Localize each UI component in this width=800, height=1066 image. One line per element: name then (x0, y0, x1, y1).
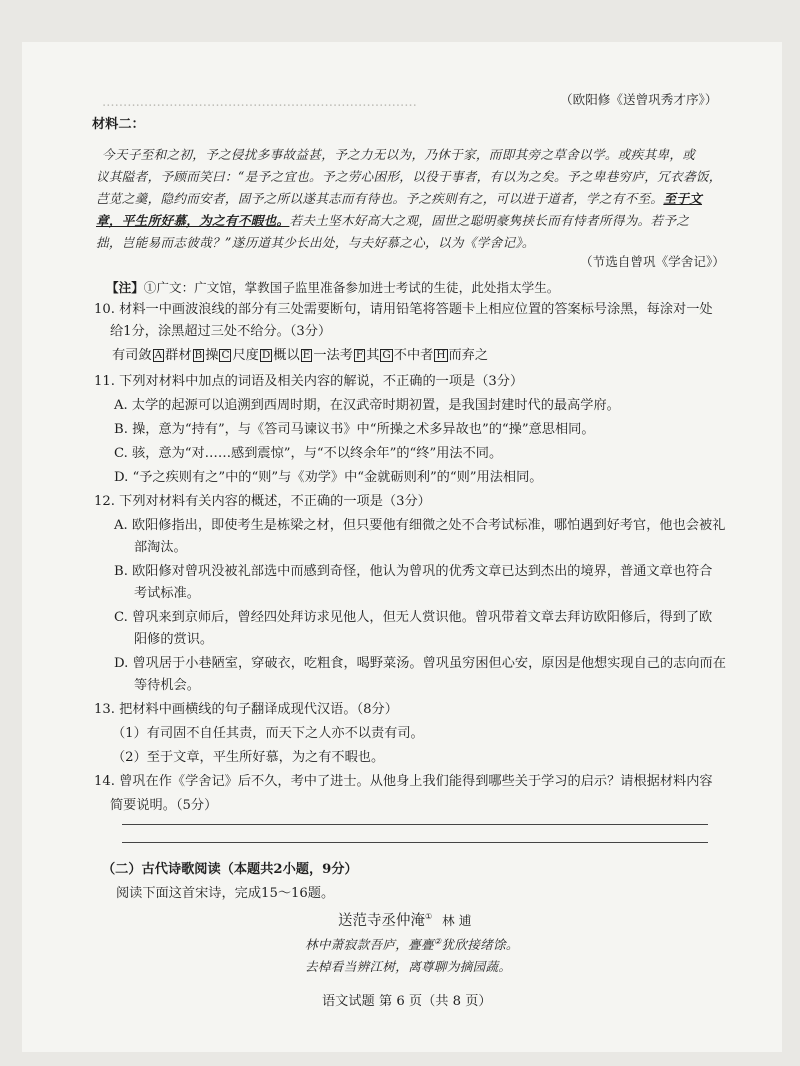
material2-line-4: 章，平生所好慕，为之有不暇也。若夫土坚木好高大之观，固世之聪明豪隽挟长而有恃者所得为。若予之 (96, 213, 690, 228)
answer-mark-A[interactable]: A (154, 349, 163, 361)
bleed-through-text: ………………………………………………………………… (102, 94, 417, 109)
q11-option-c: C. 骇，意为“对……感到震惊”，与“不以终余年”的“终”用法不同。 (114, 446, 503, 461)
q12-option-d: D. 曾巩居于小巷陋室，穿破衣，吃粗食，喝野菜汤。曾巩虽穷困但心安，原因是他想实现自己的志向而在 (114, 656, 726, 671)
q12-option-b-cont: 考试标准。 (134, 586, 200, 601)
poem-line-2: 去棹看当辨江树，离尊聊为摘园蔬。 (305, 959, 512, 974)
footnote: 【注】①广文：广文馆，掌教国子监里准备参加进士考试的生徒，此处指太学生。 (106, 280, 560, 295)
material2-source: （节选自曾巩《学舍记》） (580, 254, 725, 269)
answer-mark-G[interactable]: G (382, 349, 391, 361)
q12-stem: 12. 下列对材料有关内容的概述，不正确的一项是（3分） (94, 494, 431, 509)
q12-option-c: C. 曾巩来到京师后，曾经四处拜访求见他人，但无人赏识他。曾巩带着文章去拜访欧阳修后，得到了欧 (114, 610, 713, 625)
page-footer: 语文试题 第 6 页（共 8 页） (322, 994, 492, 1009)
answer-mark-B[interactable]: B (194, 349, 203, 361)
underlined-sentence-cont: 章，平生所好慕，为之有不暇也。 (96, 213, 290, 228)
q13-stem: 13. 把材料中画横线的句子翻译成现代汉语。（8分） (94, 702, 398, 717)
material2-line-2: 议其隘者，予顾而笑曰：“是予之宜也。予之劳心困形，以役于事者，有以为之矣。予之卑巷穷庐，冗衣砻饭， (96, 169, 722, 184)
underlined-sentence: 至于文 (663, 191, 703, 206)
q12-option-a-cont: 部淘汰。 (134, 540, 187, 555)
q12-option-c-cont: 阳修的赏识。 (134, 632, 214, 647)
q13-sentence-1: （1）有司固不自任其责，而天下之人亦不以责有司。 (112, 726, 424, 741)
material2-line-5: 拙，岂能易而志彼哉？”遂历道其少长出处，与夫好慕之心，以为《学舍记》。 (96, 235, 535, 250)
answer-mark-H[interactable]: H (436, 349, 446, 361)
material1-source: （欧阳修《送曾巩秀才序》） (560, 92, 718, 107)
q12-option-a: A. 欧阳修指出，即使考生是栋梁之材，但只要他有细微之处不合考试标准，哪怕遇到好考官，他也会被礼 (114, 518, 726, 533)
q12-option-b: B. 欧阳修对曾巩没被礼部选中而感到奇怪，他认为曾巩的优秀文章已达到杰出的境界，普通文章也符合 (114, 564, 713, 579)
q14-stem-2: 简要说明。（5分） (110, 798, 218, 813)
q10-stem: 10. 材料一中画波浪线的部分有三处需要断句，请用铅笔将答题卡上相应位置的答案标号涂黑，每涂对一处 (94, 302, 713, 317)
answer-mark-D[interactable]: D (261, 349, 271, 361)
q12-option-d-cont: 等待机会。 (134, 678, 200, 693)
answer-mark-F[interactable]: F (355, 349, 364, 361)
answer-mark-C[interactable]: C (221, 349, 230, 361)
exam-page (22, 42, 782, 1052)
q11-option-d: D. “予之疾则有之”中的“则”与《劝学》中“金就砺则利”的“则”用法相同。 (114, 470, 543, 485)
poetry-instructions: 阅读下面这首宋诗，完成15～16题。 (116, 886, 335, 901)
material2-line-1: 今天子至和之初，予之侵扰多事故益甚，予之力无以为，乃休于家，而即其旁之草舍以学。或疾其卑，或 (102, 147, 696, 162)
poem-title: 送范寺丞仲淹① 林 逋 (338, 912, 472, 929)
q11-option-a: A. 太学的起源可以追溯到西周时期，在汉武帝时期初置，是我国封建时代的最高学府。 (114, 398, 620, 413)
answer-line-1[interactable] (122, 824, 708, 825)
answer-line-2[interactable] (122, 842, 708, 843)
q14-stem: 14. 曾巩在作《学舍记》后不久，考中了进士。从他身上我们能得到哪些关于学习的启示？请根据材料内容 (94, 774, 713, 789)
material2-heading: 材料二： (92, 117, 145, 132)
q11-option-b: B. 操，意为“持有”，与《答司马谏议书》中“所操之术多异故也”的“操”意思相同。 (114, 422, 595, 437)
answer-mark-E[interactable]: E (302, 349, 311, 361)
poem-author: 林 逋 (442, 912, 472, 928)
poem-line-1: 林中萧寂款吾庐，亹亹②犹欣接绪馀。 (305, 936, 519, 952)
q13-sentence-2: （2）至于文章，平生所好慕，为之有不暇也。 (112, 750, 385, 765)
q10-stem-2: 给1分，涂黑超过三处不给分。（3分） (110, 324, 332, 339)
q10-segments: 有司敛 A 群材 B 操 C 尺度 D 概以 E 一法考 F 其 G 不中者 H 而弃之 (112, 348, 489, 363)
q11-stem: 11. 下列对材料中加点的词语及相关内容的解说，不正确的一项是（3分） (94, 374, 524, 389)
poetry-section-heading: （二）古代诗歌阅读（本题共2小题，9分） (102, 862, 358, 877)
material2-line-3: 芑苋之羹，隐约而安者，固予之所以遂其志而有待也。予之疾则有之，可以进于道者，学之有不至。至于文 (96, 191, 703, 206)
